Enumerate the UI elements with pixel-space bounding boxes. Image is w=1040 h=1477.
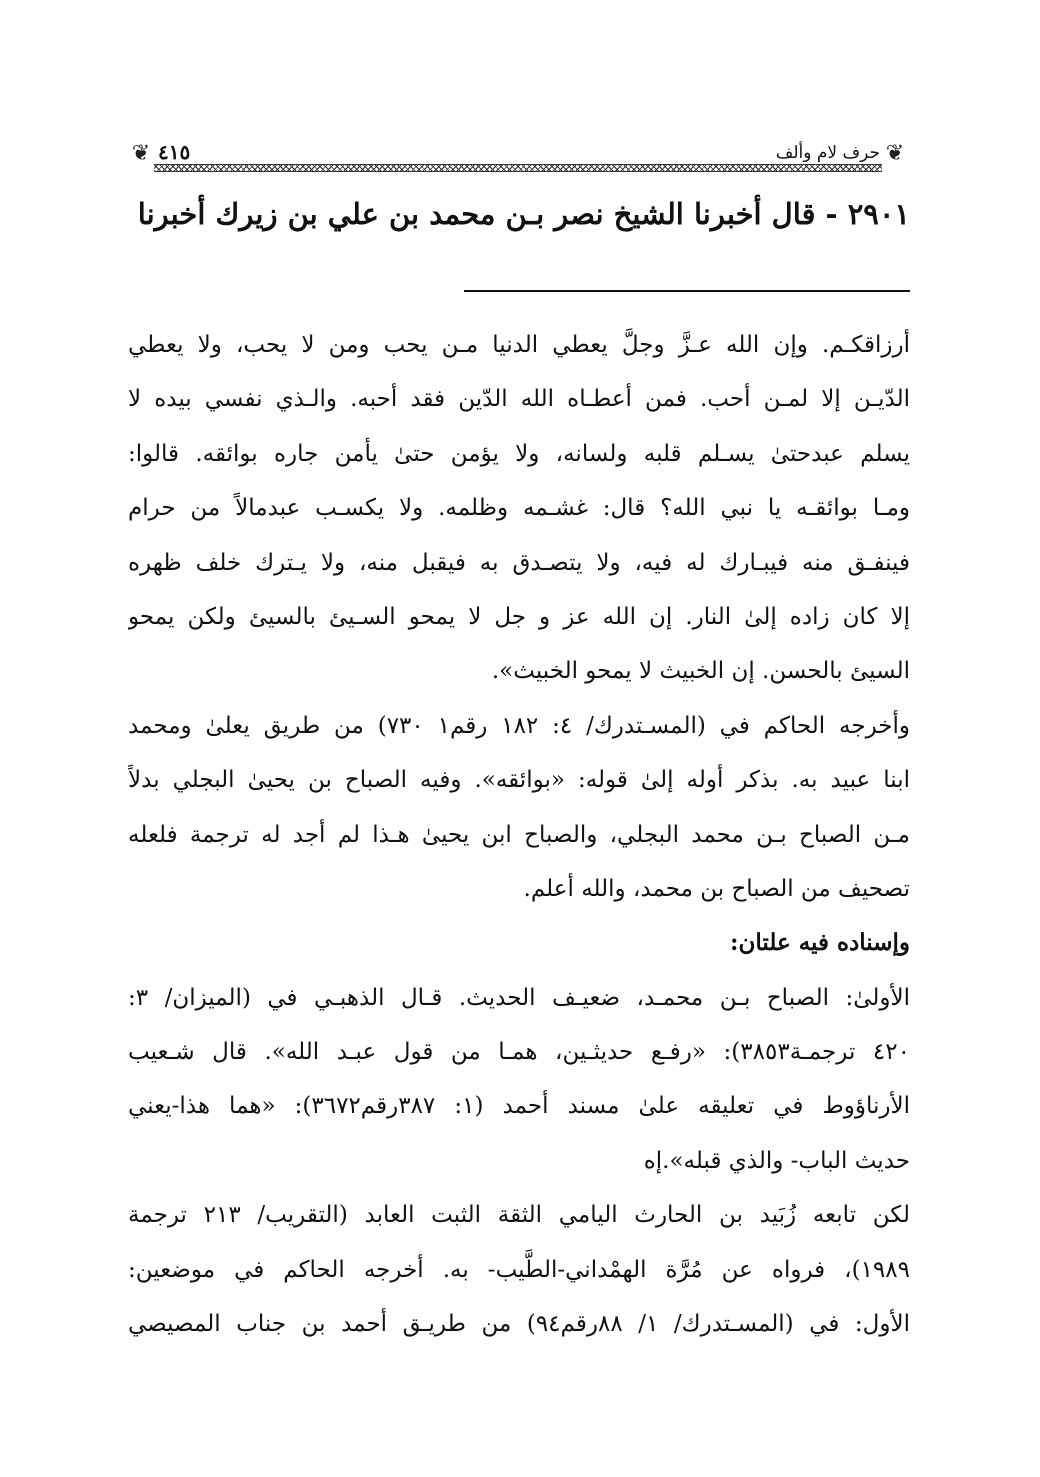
page-number: ٤١٥ bbox=[158, 140, 191, 164]
text-line: الأرناؤوط في تعليقه علىٰ مسند أحمد (١: ٣٨٧رقم٣٦٧٢): «هما هذا-يعني bbox=[128, 1093, 910, 1120]
text-line: الأول: في (المسـتدرك/ ١/ ٨٨رقم٩٤) من طريـق أحمد بن جناب المصيصي bbox=[128, 1311, 910, 1338]
text-line: ومـا بوائقـه يا نبي الله؟ قال: غشـمه وظلمه. ولا يكسـب عبدمالاً من حرام bbox=[128, 495, 910, 522]
right-ornament-icon: ❦ bbox=[885, 141, 905, 166]
text-line: وأخرجه الحاكم في (المسـتدرك/ ٤: ١٨٢ رقم١ ٧٣٠) من طريق يعلىٰ ومحمد bbox=[128, 712, 910, 739]
text-line: ١٩٨٩)، فرواه عن مُرَّة الهمْداني-الطَّيب- به. أخرجه الحاكم في موضعين: bbox=[128, 1256, 910, 1283]
text-line: الدّيـن إلا لمـن أحب. فمن أعطـاه الله الدّين فقد أحبه. والـذي نفسي بيده لا bbox=[128, 386, 910, 413]
hadith-line: ٢٩٠١ - قال أخبرنا الشيخ نصر بـن محمد بن علي بن زيرك أخبرنا bbox=[137, 197, 910, 231]
running-header bbox=[128, 138, 908, 174]
left-ornament-icon: ❦ bbox=[131, 141, 151, 166]
text-line: مـن الصباح بـن محمد البجلي، والصباح ابن يحيىٰ هـذا لم أجد له ترجمة فلعله bbox=[128, 821, 910, 848]
text-line: يسلم عبدحتىٰ يسـلم قلبه ولسانه، ولا يؤمن حتىٰ يأمن جاره بوائقه. قالوا: bbox=[128, 440, 910, 467]
text-line: تصحيف من الصباح بن محمد، والله أعلم. bbox=[523, 875, 910, 902]
text-line: لكن تابعه زُبَيد بن الحارث اليامي الثقة الثبت العابد (التقريب/ ٢١٣ ترجمة bbox=[128, 1202, 910, 1229]
text-line: ابنا عبيد به. بذكر أوله إلىٰ قوله: «بوائقه». وفيه الصباح بن يحيىٰ البجلي بدلاً bbox=[128, 767, 910, 794]
text-line: الأولىٰ: الصباح بـن محمـد، ضعيـف الحديث. قـال الذهبـي في (الميزان/ ٣: bbox=[128, 984, 910, 1011]
text-line: فينفـق منه فيبـارك له فيه، ولا يتصـدق به فيقبل منه، ولا يـترك خلف ظهره bbox=[128, 549, 910, 576]
text-line: أرزاقكـم. وإن الله عـزَّ وجلَّ يعطي الدنيا مـن يحب ومن لا يحب، ولا يعطي bbox=[128, 332, 910, 358]
footnote-divider bbox=[464, 290, 910, 292]
header-title: حرف لام وألف bbox=[775, 143, 880, 163]
text-line: حديث الباب- والذي قبله».إه bbox=[643, 1147, 910, 1174]
footnote-body bbox=[128, 318, 910, 1351]
text-line: السيئ بالحسن. إن الخبيث لا يمحو الخبيث». bbox=[491, 658, 910, 685]
text-line: إلا كان زاده إلىٰ النار. إن الله عز و جل لا يمحو السـيئ بالسيئ ولكن يمحو bbox=[128, 603, 910, 630]
header-divider bbox=[154, 164, 882, 172]
text-line: ٤٢٠ ترجمـة٣٨٥٣): «رفـع حديثـين، همـا من قول عبـد الله». قال شـعيب bbox=[128, 1039, 910, 1066]
section-heading: وإسناده فيه علتان: bbox=[730, 929, 910, 957]
